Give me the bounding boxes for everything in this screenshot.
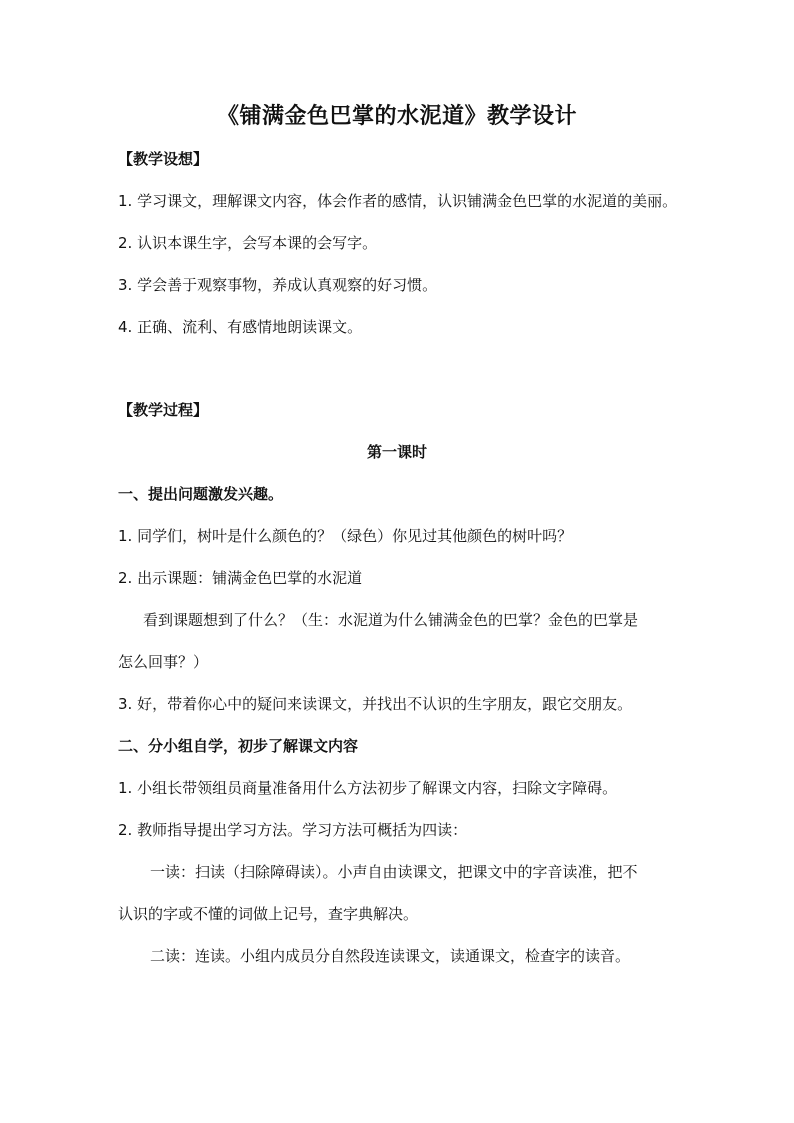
part2-read1b: 认识的字或不懂的词做上记号，查字典解决。: [118, 905, 419, 923]
part1-line-1: 1. 同学们，树叶是什么颜色的？（绿色）你见过其他颜色的树叶吗？: [118, 527, 573, 545]
section-heading-design: 【教学设想】: [118, 150, 209, 168]
part2-heading: 二、分小组自学，初步了解课文内容: [118, 737, 359, 755]
design-item-2: 2. 认识本课生字，会写本课的会写字。: [118, 234, 378, 252]
part1-line-2: 2. 出示课题：铺满金色巴掌的水泥道: [118, 569, 363, 587]
part2-line-2: 2. 教师指导提出学习方法。学习方法可概括为四读：: [118, 821, 468, 839]
section-heading-process: 【教学过程】: [118, 401, 209, 419]
part1-line-4: 3. 好，带着你心中的疑问来读课文，并找出不认识的生字朋友，跟它交朋友。: [118, 695, 633, 713]
document-title: 《铺满金色巴掌的水泥道》教学设计: [216, 103, 577, 129]
design-item-3: 3. 学会善于观察事物，养成认真观察的好习惯。: [118, 276, 438, 294]
design-item-4: 4. 正确、流利、有感情地朗读课文。: [118, 318, 363, 336]
part1-heading: 一、提出问题激发兴趣。: [118, 485, 284, 503]
part2-line-1: 1. 小组长带领组员商量准备用什么方法初步了解课文内容，扫除文字障碍。: [118, 779, 618, 797]
part1-line-3a: 看到课题想到了什么？（生：水泥道为什么铺满金色的巴掌？金色的巴掌是: [143, 611, 639, 629]
part2-read2: 二读：连读。小组内成员分自然段连读课文，读通课文，检查字的读音。: [150, 947, 631, 965]
part1-line-3b: 怎么回事？）: [118, 653, 209, 671]
part2-read1a: 一读：扫读（扫除障碍读）。小声自由读课文，把课文中的字音读准，把不: [150, 863, 638, 881]
design-item-1: 1. 学习课文，理解课文内容，体会作者的感情，认识铺满金色巴掌的水泥道的美丽。: [118, 192, 678, 210]
lesson-title: 第一课时: [366, 443, 427, 461]
